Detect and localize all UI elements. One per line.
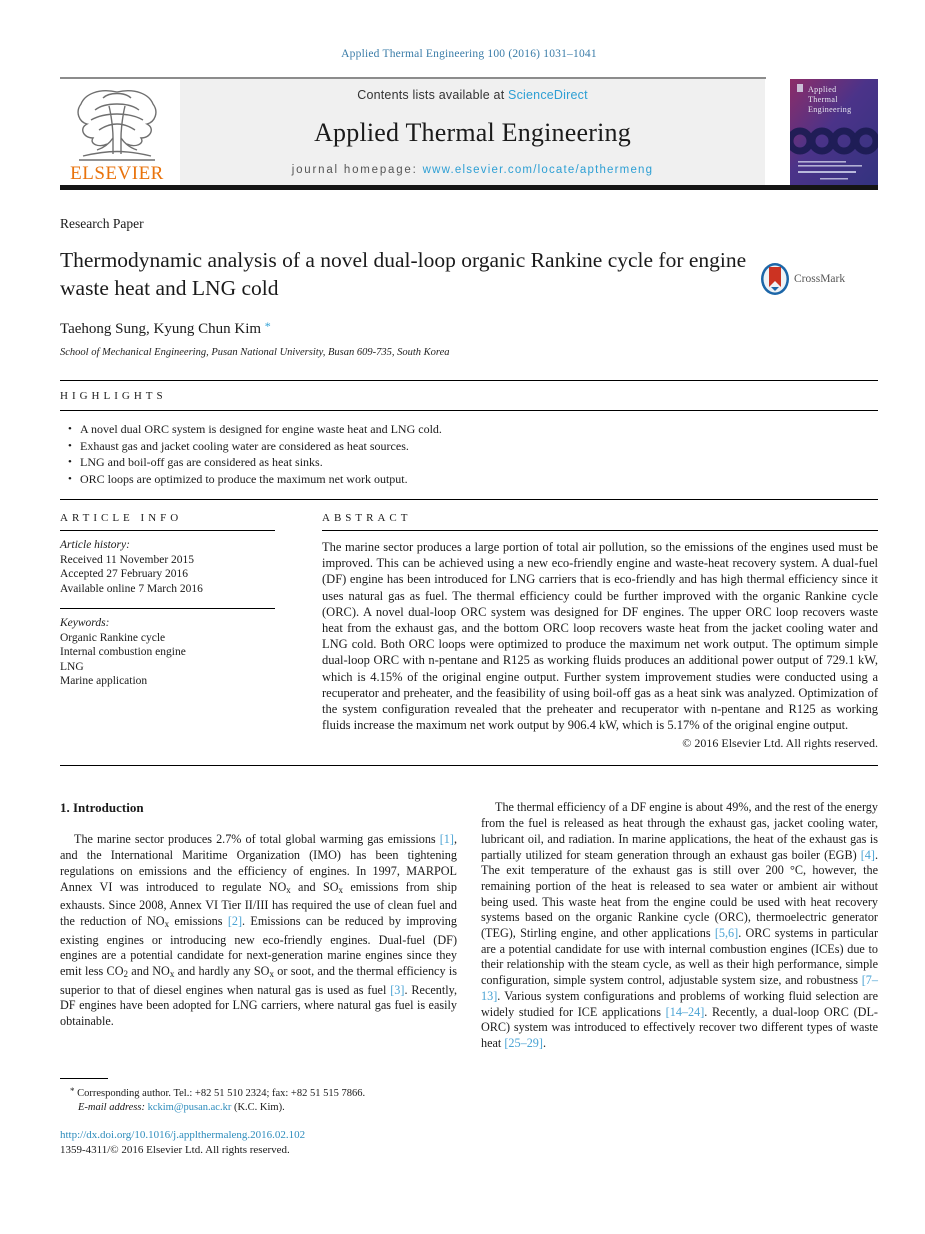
text-segment: . ORC systems in particular are a potential candidate for use with internal combustion engines (ICEs) due to their relationship with the steam cycle, as well as their high performance, simple configuration, simple system control, adjustable system size, and robustness — [481, 926, 878, 988]
author-line — [60, 319, 878, 338]
body-column-left — [60, 800, 457, 1051]
info-abstract-section — [60, 512, 878, 751]
journal-cover-thumbnail[interactable] — [790, 79, 878, 185]
introduction-paragraph-2 — [481, 800, 878, 1051]
crossmark-badge[interactable] — [760, 256, 855, 302]
homepage-prefix: journal homepage: — [291, 164, 423, 176]
journal-masthead — [180, 79, 765, 185]
title-row — [60, 246, 878, 302]
doi-link[interactable]: http://dx.doi.org/10.1016/j.applthermaleng.2016.02.102 — [60, 1129, 306, 1141]
contents-prefix: Contents lists available at — [357, 88, 509, 102]
history-received: Received 11 November 2015 — [60, 553, 195, 566]
introduction-paragraph-1 — [60, 832, 457, 1029]
text-segment: and SO — [290, 879, 339, 894]
text-segment: 2 — [123, 969, 128, 980]
abstract-text: The marine sector produces a large portion of total air pollution, so the emissions of the engines used must be improved. This can be achieved using a new eco-friendly engine and waste-heat recovery system. A dual-fuel (DF) engine has been introduced for LNG carriers that is eco-friendly and has high thermal efficiency since it uses natural gas as fuel. The thermal efficiency could be further improved with the organic Rankine cycle (ORC). A novel dual-loop ORC system was designed for DF engines. The upper ORC loop recovers waste heat from the exhaust gas, and the bottom ORC loop recovers waste heat from the jacket cooling water and LNG cold. Both ORC loops were optimized to produce the maximum net work output. The optimum simple dual-loop ORC with n-pentane and R125 as working fluids produces an additional power output of 729.1 kW, which is 4.15% of the original engine output. Further system improvement studies were conducted using a recuperator and preheater, and the feasibility of using boil-off gas as a heat sink was analyzed. Optimization of the system configuration revealed that the preheater and recuperator with n-pentane and R125 as working fluids increase the maximum net work output by 906.4 kW, which is 5.17% of the original engine output. — [322, 540, 878, 733]
text-segment: emissions — [169, 913, 228, 928]
footnote-block — [60, 1078, 460, 1114]
elsevier-logo-text: ELSEVIER — [70, 163, 164, 184]
highlights-heading: HIGHLIGHTS — [60, 390, 167, 402]
reference-link-3[interactable]: [3] — [390, 982, 405, 997]
text-segment: . The exit temperature of the exhaust gas is still over 200 °C, however, the remaining portion of the heat is released to sea water or ambient air without being used. This waste heat from the engine could be used with heat recovery systems based on the organic Rankine cycle (ORC), thermoelectric generator (TEG), Stirling engine, and other applications — [481, 847, 878, 941]
section-divider — [60, 410, 878, 411]
text-segment: . Various system configurations and problems of working fluid selection are widely studied for ICE applications — [481, 988, 878, 1019]
footnote-text: Corresponding author. Tel.: +82 51 510 2324; fax: +82 51 515 7866. — [74, 1088, 366, 1099]
highlight-item: • Exhaust gas and jacket cooling water are considered as heat sources. — [68, 438, 878, 455]
cover-title-line3: Engineering — [808, 105, 852, 114]
text-segment: or soot, and the thermal efficiency is superior to that of diesel engines when natural gas is used as fuel — [60, 964, 457, 997]
text-segment: , and the International Maritime Organization (IMO) has been tightening regulations on emissions and the efficiency of engines. In 1997, MARPOL Annex VI was introduced to regulate NO — [60, 832, 457, 894]
text-segment: and NO — [128, 964, 170, 979]
author-names: Taehong Sung, Kyung Chun Kim — [60, 321, 262, 337]
homepage-url-link[interactable]: www.elsevier.com/locate/apthermeng — [422, 164, 654, 176]
affiliation: School of Mechanical Engineering, Pusan National University, Busan 609-735, South Korea — [60, 347, 450, 358]
body-column-right — [481, 800, 878, 1051]
reference-link-25-29[interactable]: [25–29] — [504, 1035, 543, 1050]
text-segment: . — [542, 1035, 546, 1050]
page-title: Thermodynamic analysis of a novel dual-loop organic Rankine cycle for engine waste heat and LNG cold — [60, 248, 747, 300]
section-divider — [60, 499, 878, 500]
issn-copyright-line: 1359-4311/© 2016 Elsevier Ltd. All rights reserved. — [60, 1144, 290, 1156]
text-segment: x — [338, 884, 344, 895]
journal-header — [60, 79, 878, 185]
introduction-heading: 1. Introduction — [60, 800, 144, 816]
history-online: Available online 7 March 2016 — [60, 582, 203, 595]
text-segment: x — [169, 969, 175, 980]
article-history — [60, 538, 322, 596]
keyword: Marine application — [60, 675, 148, 687]
highlight-item: • LNG and boil-off gas are considered as heat sinks. — [68, 454, 878, 471]
text-segment: . Recently, DF engines have been adopted for LNG carriers, where natural gas fuel is easily obtainable. — [60, 982, 457, 1029]
abstract-heading: ABSTRACT — [322, 512, 412, 524]
keyword: LNG — [60, 660, 84, 673]
keywords-label: Keywords: — [60, 617, 110, 629]
footnote-email-line — [60, 1101, 460, 1115]
crossmark-icon — [760, 262, 790, 296]
highlight-item: • ORC loops are optimized to produce the maximum net work output. — [68, 471, 878, 488]
text-segment: and hardly any SO — [174, 964, 270, 979]
journal-cover-art — [790, 79, 878, 185]
reference-link-14-24[interactable]: [14–24] — [665, 1004, 705, 1019]
article-type-label: Research Paper — [60, 216, 144, 231]
text-segment: emissions from ship exhausts. Since 2008, Annex VI Tier II/III has required the use of clean fuel and the reduction of NO — [60, 879, 457, 928]
highlight-item: • A novel dual ORC system is designed for engine waste heat and LNG cold. — [68, 421, 878, 438]
crossmark-label: CrossMark — [794, 273, 846, 285]
reference-link-7-13[interactable]: [7–13] — [481, 973, 878, 1003]
text-segment: x — [286, 884, 291, 895]
body-columns — [60, 800, 878, 1051]
citation-line: Applied Thermal Engineering 100 (2016) 1031–1041 — [341, 48, 597, 60]
header-black-bar — [60, 185, 878, 190]
footnote-mark: * — [70, 1086, 75, 1096]
section-divider — [60, 380, 878, 381]
email-link[interactable]: kckim@pusan.ac.kr — [147, 1101, 232, 1113]
text-segment: . Emissions can be reduced by improving existing engines or introducing new eco-friendly engines. Dual-fuel (DF) engines are a potential candidate for next-generation marine engines since they emit less CO — [60, 913, 457, 979]
text-segment: The marine sector produces 2.7% of total global warming gas emissions — [74, 832, 440, 847]
copyright-line: © 2016 Elsevier Ltd. All rights reserved. — [682, 736, 878, 751]
email-suffix: (K.C. Kim). — [231, 1101, 285, 1113]
keyword: Organic Rankine cycle — [60, 631, 166, 644]
elsevier-tree-icon — [69, 84, 165, 166]
highlights-list — [68, 421, 878, 487]
cover-title-line1: Applied — [808, 85, 837, 94]
email-label: E-mail address: — [78, 1101, 148, 1113]
divider — [60, 608, 275, 609]
footnote-corresponding — [60, 1085, 460, 1101]
doi-block — [60, 1128, 480, 1158]
article-info-heading: ARTICLE INFO — [60, 512, 183, 524]
reference-link-5-6[interactable]: [5,6] — [714, 926, 739, 941]
text-segment: x — [164, 918, 170, 929]
abstract-column — [322, 512, 878, 751]
keywords-block — [60, 616, 322, 689]
sciencedirect-link[interactable]: ScienceDirect — [508, 88, 588, 102]
text-segment: The thermal efficiency of a DF engine is about 49%, and the rest of the energy from the fuel is released as heat through the exhaust gas, jacket cooling water, lubricant oil, and radiation. In marine applications, the heat of the exhaust gas is partially utilized for steam generation through an exhaust gas boiler (EGB) — [481, 800, 878, 862]
history-accepted: Accepted 27 February 2016 — [60, 568, 189, 580]
reference-link-4[interactable]: [4] — [860, 847, 875, 862]
contents-line — [357, 88, 588, 102]
cover-title-line2: Thermal — [808, 95, 838, 104]
corresponding-author-mark[interactable]: * — [264, 319, 271, 333]
journal-title: Applied Thermal Engineering — [314, 118, 631, 147]
reference-link-2[interactable]: [2] — [227, 913, 243, 928]
reference-link-1[interactable]: [1] — [439, 832, 454, 847]
homepage-line — [292, 164, 654, 176]
article-info-column — [60, 512, 322, 751]
section-divider — [60, 765, 878, 766]
text-segment: x — [269, 969, 274, 980]
footnote-rule — [60, 1078, 108, 1079]
history-label: Article history: — [60, 539, 130, 551]
divider — [322, 530, 878, 531]
keyword: Internal combustion engine — [60, 646, 186, 658]
elsevier-logo — [60, 79, 180, 185]
divider — [60, 530, 275, 531]
text-segment: . Recently, a dual-loop ORC (DL-ORC) system was introduced to effectively recover two different types of waste heat — [481, 1004, 878, 1050]
